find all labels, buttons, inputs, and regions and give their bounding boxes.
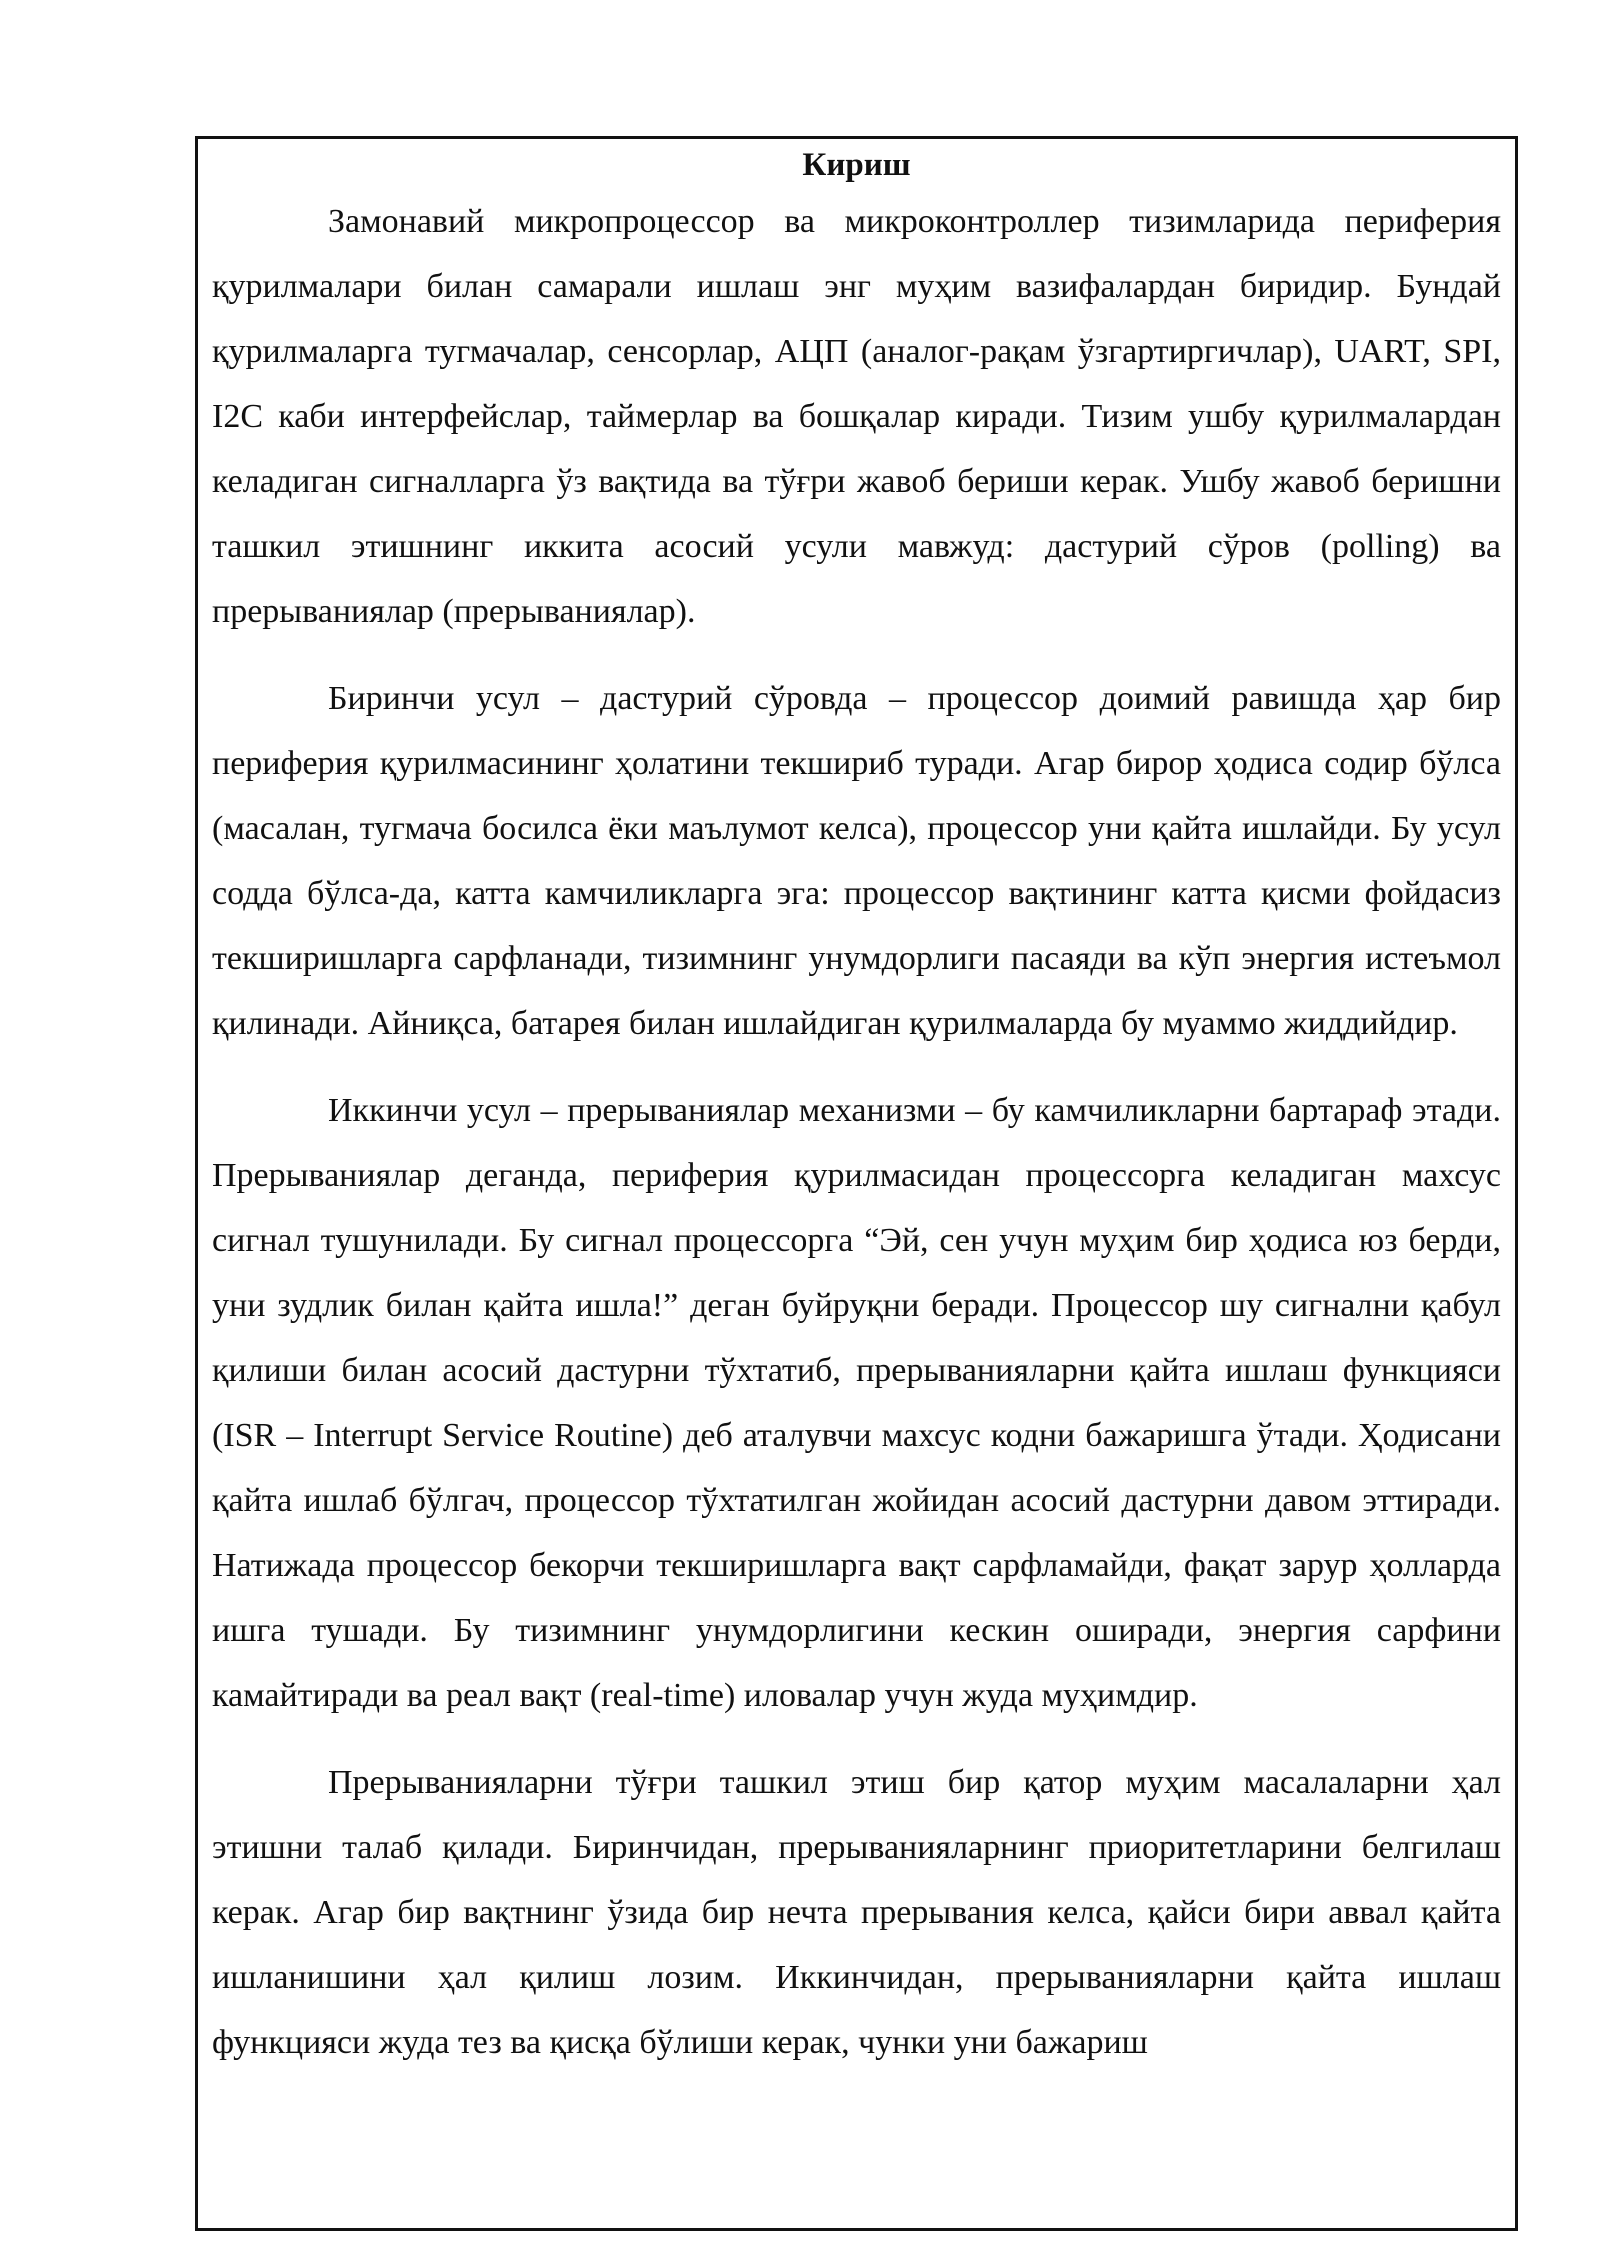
paragraph-4: Прерыванияларни тўғри ташкил этиш бир қатор муҳим масалаларни ҳал этишни талаб қилади. Биринчидан, прерыванияларнинг приоритетларини белгилаш керак. Агар бир вақтнинг ўзида бир нечта прерывания келса, қайси бири аввал қайта ишланишини ҳал қилиш лозим. Иккинчидан, прерыванияларни қайта ишлаш функцияси жуда тез ва қисқа бўлиши керак, чунки уни бажариш	[212, 1764, 1501, 2061]
paragraph-3: Иккинчи усул – прерываниялар механизми – бу камчиликларни бартараф этади. Прерываниялар деганда, периферия қурилмасидан процессорга келадиган махсус сигнал тушунилади. Бу сигнал процессорга “Эй, сен учун муҳим бир ҳодиса юз берди, уни зудлик билан қайта ишла!” деган буйруқни беради. Процессор шу сигнални қабул қилиши билан асосий дастурни тўхтатиб, прерыванияларни қайта ишлаш функцияси (ISR – Interrupt Service Routine) деб аталувчи махсус кодни бажаришга ўтади. Ҳодисани қайта ишлаб бўлгач, процессор тўхтатилган жойидан асосий дастурни давом эттиради. Натижада процессор бекорчи текширишларга вақт сарфламайди, фақат зарур ҳолларда ишга тушади. Бу тизимнинг унумдорлигини кескин оширади, энергия сарфини камайтиради ва реал вақт (real-time) иловалар учун жуда муҳимдир.	[212, 1092, 1501, 1714]
paragraph-1: Замонавий микропроцессор ва микроконтроллер тизимларида периферия қурилмалари билан самарали ишлаш энг муҳим вазифалардан биридир. Бундай қурилмаларга тугмачалар, сенсорлар, АЦП (аналог-рақам ўзгартиргичлар), UART, SPI, I2C каби интерфейслар, таймерлар ва бошқалар киради. Тизим ушбу қурилмалардан келадиган сигналларга ўз вақтида ва тўғри жавоб бериши керак. Ушбу жавоб беришни ташкил этишнинг иккита асосий усули мавжуд: дастурий сўров (polling) ва прерываниялар (прерываниялар).	[212, 203, 1501, 630]
page-frame	[195, 136, 1518, 2231]
document-title: Кириш	[802, 147, 911, 183]
paragraph-2: Биринчи усул – дастурий сўровда – процессор доимий равишда ҳар бир периферия қурилмасининг ҳолатини текшириб туради. Агар бирор ҳодиса содир бўлса (масалан, тугмача босилса ёки маълумот келса), процессор уни қайта ишлайди. Бу усул содда бўлса-да, катта камчиликларга эга: процессор вақтининг катта қисми фойдасиз текширишларга сарфланади, тизимнинг унумдорлиги пасаяди ва кўп энергия истеъмол қилинади. Айниқса, батарея билан ишлайдиган қурилмаларда бу муаммо жиддийдир.	[212, 680, 1501, 1042]
